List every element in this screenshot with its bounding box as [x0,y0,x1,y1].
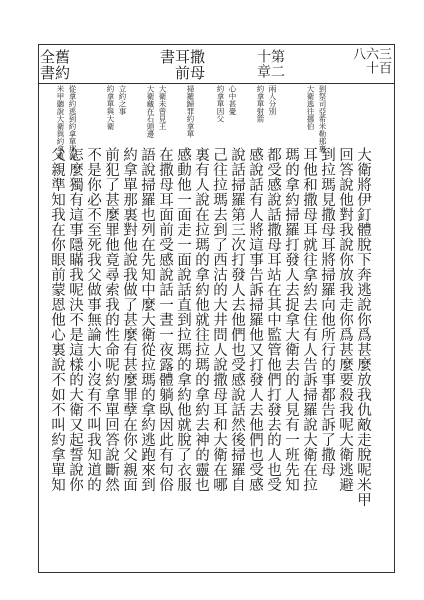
page-number: 三百六十八 [350,47,391,75]
book-title: 舊約全書 [38,49,71,81]
text-column: 瑪的拿約掃羅打發人去捉拿大衛去的人見有一班先知 [283,147,299,492]
text-column: 怎麼獨有這事隱瞞我呢決不是這樣的大衛又起誓說你 [67,147,83,492]
body-text [45,147,372,566]
margin-note: 約拿單射箭 [256,85,265,123]
running-header [39,45,394,84]
margin-note: 約拿單與大衛 [106,85,115,130]
text-column: 約拿單那裏對他說我做了甚麼有甚麼罪孽在你父親面 [121,147,137,492]
text-frame [38,44,395,573]
margin-note: 約拿單因父 [216,85,225,123]
text-column: 耳他和撒母耳就往拿約去住有人告訴掃羅說大衛在拉 [301,147,317,492]
margin-note: 到祭司亞希米勒那裏 [318,85,327,153]
text-column: 父親準知我在你眼前蒙恩他心裏說不如不叫約拿單知 [49,147,65,492]
margin-note: 從拿約逃到約拿單那裏 [68,85,77,160]
text-column: 己往拉瑪去到了西沽的大井問人說撒母耳和大衛在哪 [211,147,227,492]
margin-note: 大衛藏在石頭邊 [146,85,155,138]
text-column: 大衛將伊釘體脫下奔逃說你爲甚麼放我仇敵走脫呢米甲 [355,147,371,507]
margin-note: 米甲聽說大衛與約拿單 [56,85,65,160]
margin-note: 立約之事 [118,85,127,115]
text-column: 感動他一面走一面說話直到拉瑪的拿約他就脫了衣服 [175,147,191,492]
margin-note: 兩人分別 [268,85,277,115]
margin-note: 心中甚憂 [228,85,237,115]
chapter-title: 撒母耳前書 [158,49,206,81]
margin-note: 大衛未曾見王 [158,85,167,130]
text-column: 裏有人說在拉瑪的拿約他就往拉瑪的拿約去神的靈也 [193,147,209,492]
text-column: 語說掃羅也列在先知中麼大衛從拉瑪的拿約逃跑來到 [139,147,155,492]
text-column: 說話掃羅第三次打發人去他們也受感說話然後掃羅自 [229,147,245,492]
text-column: 到拉瑪見撒母耳將掃羅向他所行的事都告訴了撒母 [319,147,335,477]
chapter-number: 第二十章 [255,49,285,79]
text-column: 前犯了甚麼罪他竟尋索我的性命呢約拿單回答說斷然 [103,147,119,492]
text-column: 不是你必不至死我父做事無論大小沒有不叫我知道的 [85,147,101,492]
text-column: 感說話有人將這事告訴掃羅他又打發人去他們也受感 [247,147,263,492]
text-column: 在撒母耳面前受感說話一晝一夜露體躺臥因此有句俗 [157,147,173,492]
text-column: 都受感說話撒母耳站在其中監管他們打發去的人也受 [265,147,281,492]
margin-note: 大衛逃往挪伯 [306,85,315,130]
text-column: 回答說他對我說你放我走你爲甚麼要殺我呢大衛逃避 [337,147,353,492]
margin-note: 掃羅歸罪約拿單 [186,85,195,138]
